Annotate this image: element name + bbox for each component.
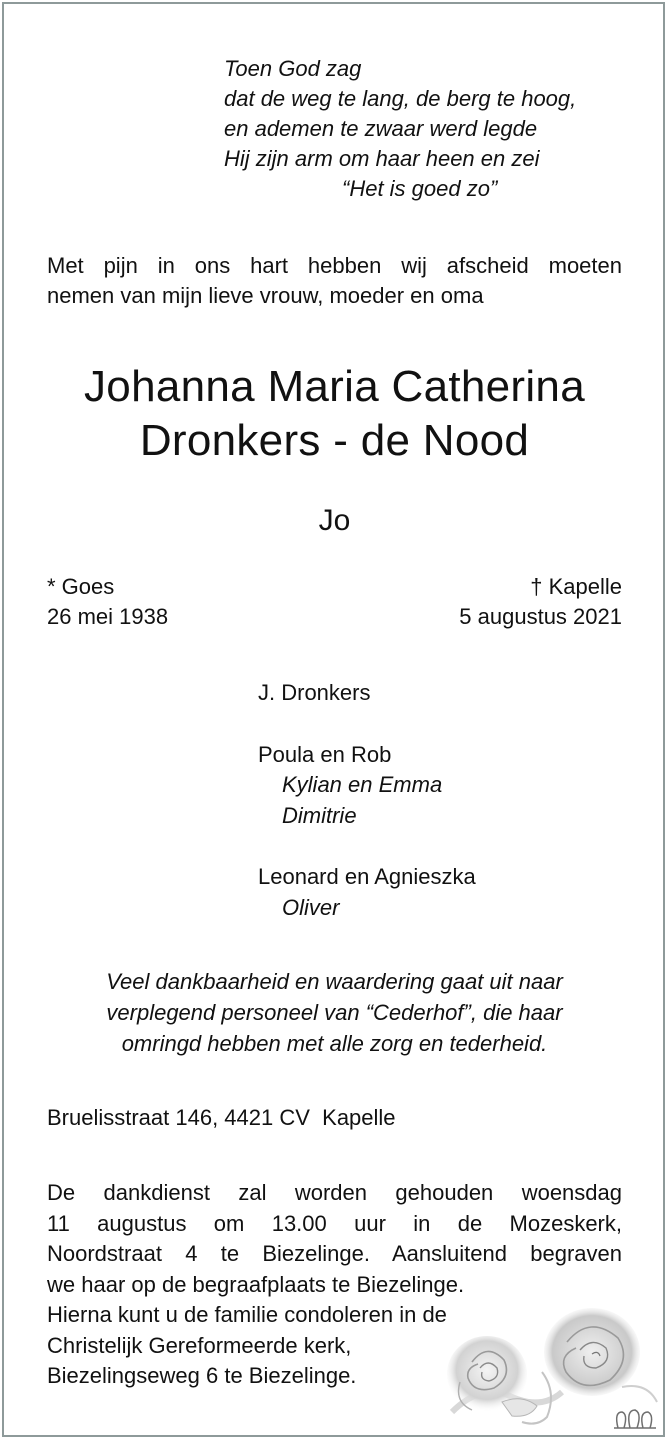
family-grandchildren: Oliver [282,894,340,920]
poem-line: “Het is goed zo” [342,176,498,201]
service-line: Biezelingseweg 6 te Biezelinge. [47,1363,357,1388]
poem-line: dat de weg te lang, de berg te hoog, [224,86,577,111]
service-line: 11 augustus om 13.00 uur in de Mozeskerk, [47,1210,622,1236]
family-spouse: J. Dronkers [258,680,371,705]
family-list [258,678,476,923]
birth-date: 26 mei 1938 [47,604,169,629]
poem-line: Toen God zag [224,56,362,81]
roses-illustration [442,1302,664,1434]
address: Bruelisstraat 146, 4421 CV Kapelle [47,1105,396,1130]
family-grandchildren: Kylian en Emma [282,772,443,797]
intro-line: Met pijn in ons hart hebben wij afscheid moeten [47,253,622,278]
intro-line: nemen van mijn lieve vrouw, moeder en oma [47,283,484,308]
death-date: 5 augustus 2021 [459,604,622,629]
family-child: Poula en Rob [258,741,392,767]
thanks-line: omringd hebben met alle zorg en tederheid. [121,1031,548,1056]
poem [224,54,576,204]
service-line: Noordstraat 4 te Biezelinge. Aansluitend begraven [47,1241,622,1266]
family-grandchildren: Dimitrie [282,802,357,828]
family-child: Leonard en Agnieszka [258,864,476,889]
death-place: † Kapelle [530,574,622,599]
thanks-text [0,966,669,1059]
service-line: Christelijk Gereformeerde kerk, [47,1332,352,1358]
service-line: we haar op de begraafplaats te Biezelinge. [47,1271,465,1297]
deceased-nickname: Jo [318,504,351,537]
thanks-line: Veel dankbaarheid en waardering gaat uit naar [106,969,563,994]
intro-text [47,251,622,311]
spacer [258,709,476,740]
service-line: De dankdienst zal worden gehouden woensdag [47,1180,622,1205]
service-line: Hierna kunt u de familie condoleren in de [47,1302,447,1327]
deceased-name-line1: Johanna Maria Catherina [84,362,585,411]
poem-line: Hij zijn arm om haar heen en zei [224,146,540,171]
birth-place: * Goes [47,574,115,599]
birth-info [47,572,168,632]
spacer [258,831,476,862]
deceased-name-line2: Dronkers - de Nood [139,416,530,465]
death-info [459,572,622,632]
poem-line: en ademen te zwaar werd legde [224,116,538,141]
thanks-line: verplegend personeel van “Cederhof”, die haar [106,1000,563,1025]
